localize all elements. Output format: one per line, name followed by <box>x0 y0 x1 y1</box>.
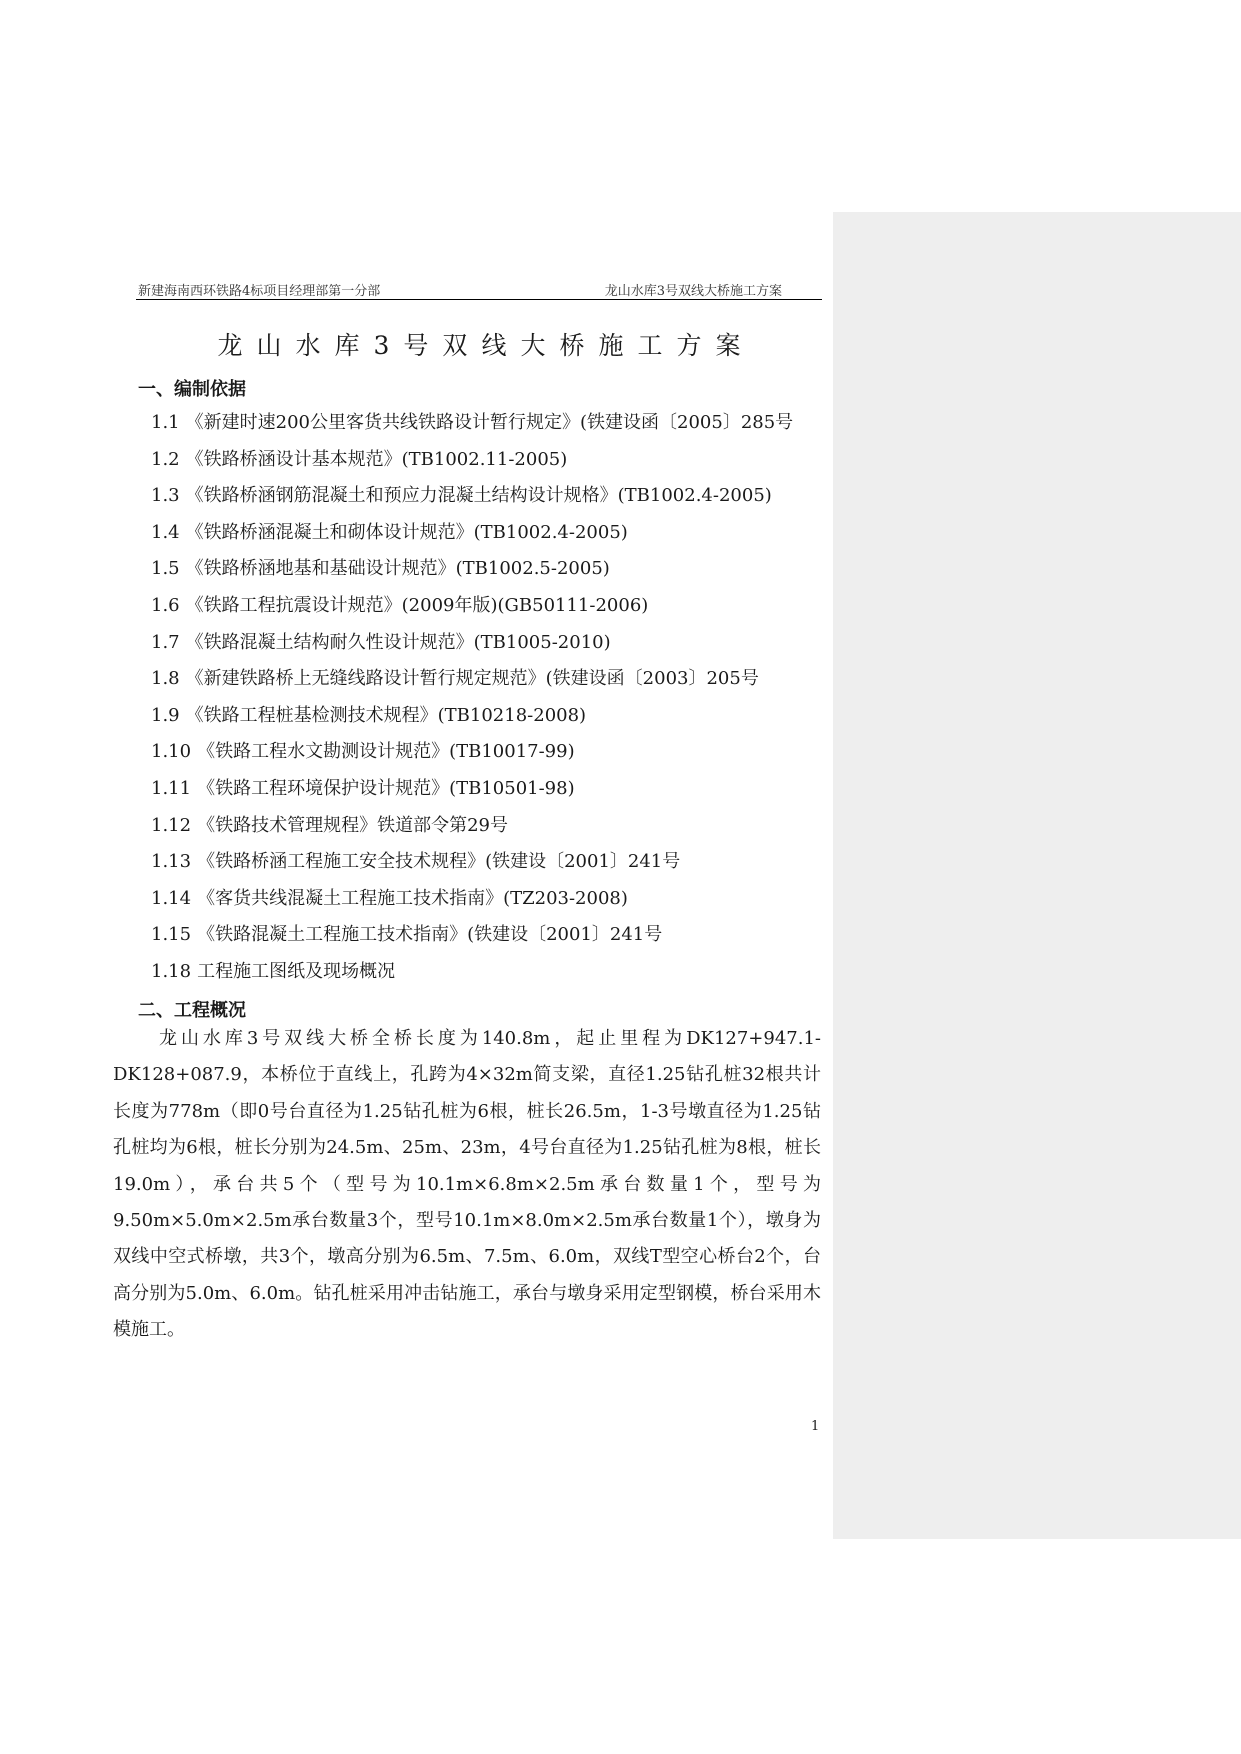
item-number: 1.15 <box>151 924 192 946</box>
item-number: 1.8 <box>151 668 180 690</box>
list-item <box>151 960 793 997</box>
item-number: 1.12 <box>151 814 192 836</box>
list-item <box>151 740 793 777</box>
header-right-text: 龙山水库3号双线大桥施工方案 <box>604 284 782 299</box>
list-item <box>151 887 793 924</box>
item-text: 《铁路桥涵设计基本规范》(TB1002.11-2005) <box>185 448 568 470</box>
item-number: 1.14 <box>151 887 192 909</box>
list-item <box>151 850 793 887</box>
section-heading-overview: 二、工程概况 <box>138 1000 246 1021</box>
item-number: 1.10 <box>151 741 192 763</box>
item-text: 《铁路桥涵地基和基础设计规范》(TB1002.5-2005) <box>185 558 610 580</box>
comment-pane <box>833 212 1241 1539</box>
item-number: 1.13 <box>151 851 192 873</box>
page-number: 1 <box>811 1419 820 1434</box>
list-item <box>151 777 793 814</box>
item-number: 1.5 <box>151 558 180 580</box>
item-text: 《铁路工程桩基检测技术规程》(TB10218-2008) <box>185 704 587 726</box>
item-text: 《铁路桥涵工程施工安全技术规程》(铁建设〔2001〕241号 <box>197 851 681 873</box>
item-text: 《客货共线混凝土工程施工技术指南》(TZ203-2008) <box>197 887 628 909</box>
list-item <box>151 594 793 631</box>
item-text: 《新建时速200公里客货共线铁路设计暂行规定》(铁建设函〔2005〕285号 <box>185 412 794 433</box>
item-number: 1.3 <box>151 485 180 507</box>
item-number: 1.4 <box>151 521 180 543</box>
list-item <box>151 557 793 594</box>
item-text: 《铁路工程水文勘测设计规范》(TB10017-99) <box>197 741 575 763</box>
item-number: 1.11 <box>151 777 192 799</box>
list-item <box>151 521 793 558</box>
item-text: 《铁路混凝土结构耐久性设计规范》(TB1005-2010) <box>185 631 611 653</box>
item-number: 1.2 <box>151 448 180 470</box>
page-header <box>136 279 822 300</box>
header-left-text: 新建海南西环铁路4标项目经理部第一分部 <box>138 284 381 299</box>
item-number: 1.7 <box>151 631 180 653</box>
list-item <box>151 923 793 960</box>
item-number: 1.9 <box>151 704 180 726</box>
list-item <box>151 814 793 851</box>
list-item <box>151 667 793 704</box>
item-number: 1.18 <box>151 960 192 982</box>
item-text: 《铁路桥涵钢筋混凝土和预应力混凝土结构设计规格》(TB1002.4-2005) <box>185 485 772 507</box>
document-title: 龙山水库3号双线大桥施工方案 <box>217 331 755 360</box>
list-item <box>151 484 793 521</box>
item-number: 1.6 <box>151 594 180 616</box>
item-text: 《铁路混凝土工程施工技术指南》(铁建设〔2001〕241号 <box>197 924 663 946</box>
item-text: 《铁路工程抗震设计规范》(2009年版)(GB50111-2006) <box>185 594 649 616</box>
item-text: 《新建铁路桥上无缝线路设计暂行规定规范》(铁建设函〔2003〕205号 <box>185 668 759 690</box>
item-text: 工程施工图纸及现场概况 <box>197 960 396 982</box>
item-text: 《铁路工程环境保护设计规范》(TB10501-98) <box>197 777 575 799</box>
item-text: 《铁路桥涵混凝土和砌体设计规范》(TB1002.4-2005) <box>185 521 628 543</box>
overview-paragraph: 龙山水库3号双线大桥全桥长度为140.8m，起止里程为DK127+947.1-DK128+087.9，本桥位于直线上，孔跨为4×32m简支梁，直径1.25钻孔桩32根共计长度为778m（即0号台直径为1.25钻孔桩为6根，桩长26.5m，1-3号墩直径为1.25钻孔桩均为6根，桩长分别为24.5m、25m、23m，4号台直径为1.25钻孔桩为8根，桩长19.0m），承台共5个（型号为10.1m×6.8m×2.5m承台数量1个，型号为9.50m×5.0m×2.5m承台数量3个，型号10.1m×8.0m×2.5m承台数量1个），墩身为双线中空式桥墩，共3个，墩高分别为6.5m、7.5m、6.0m，双线T型空心桥台2个，台高分别为5.0m、6.0m。钻孔桩采用冲击钻施工，承台与墩身采用定型钢模，桥台采用木模施工。 <box>113 1028 821 1341</box>
list-item <box>151 448 793 485</box>
item-text: 《铁路技术管理规程》铁道部令第29号 <box>197 814 508 836</box>
list-item <box>151 631 793 668</box>
list-item <box>151 704 793 741</box>
reference-list <box>151 411 793 997</box>
section-heading-basis: 一、编制依据 <box>138 379 246 400</box>
item-number: 1.1 <box>151 412 180 433</box>
list-item <box>151 411 793 448</box>
